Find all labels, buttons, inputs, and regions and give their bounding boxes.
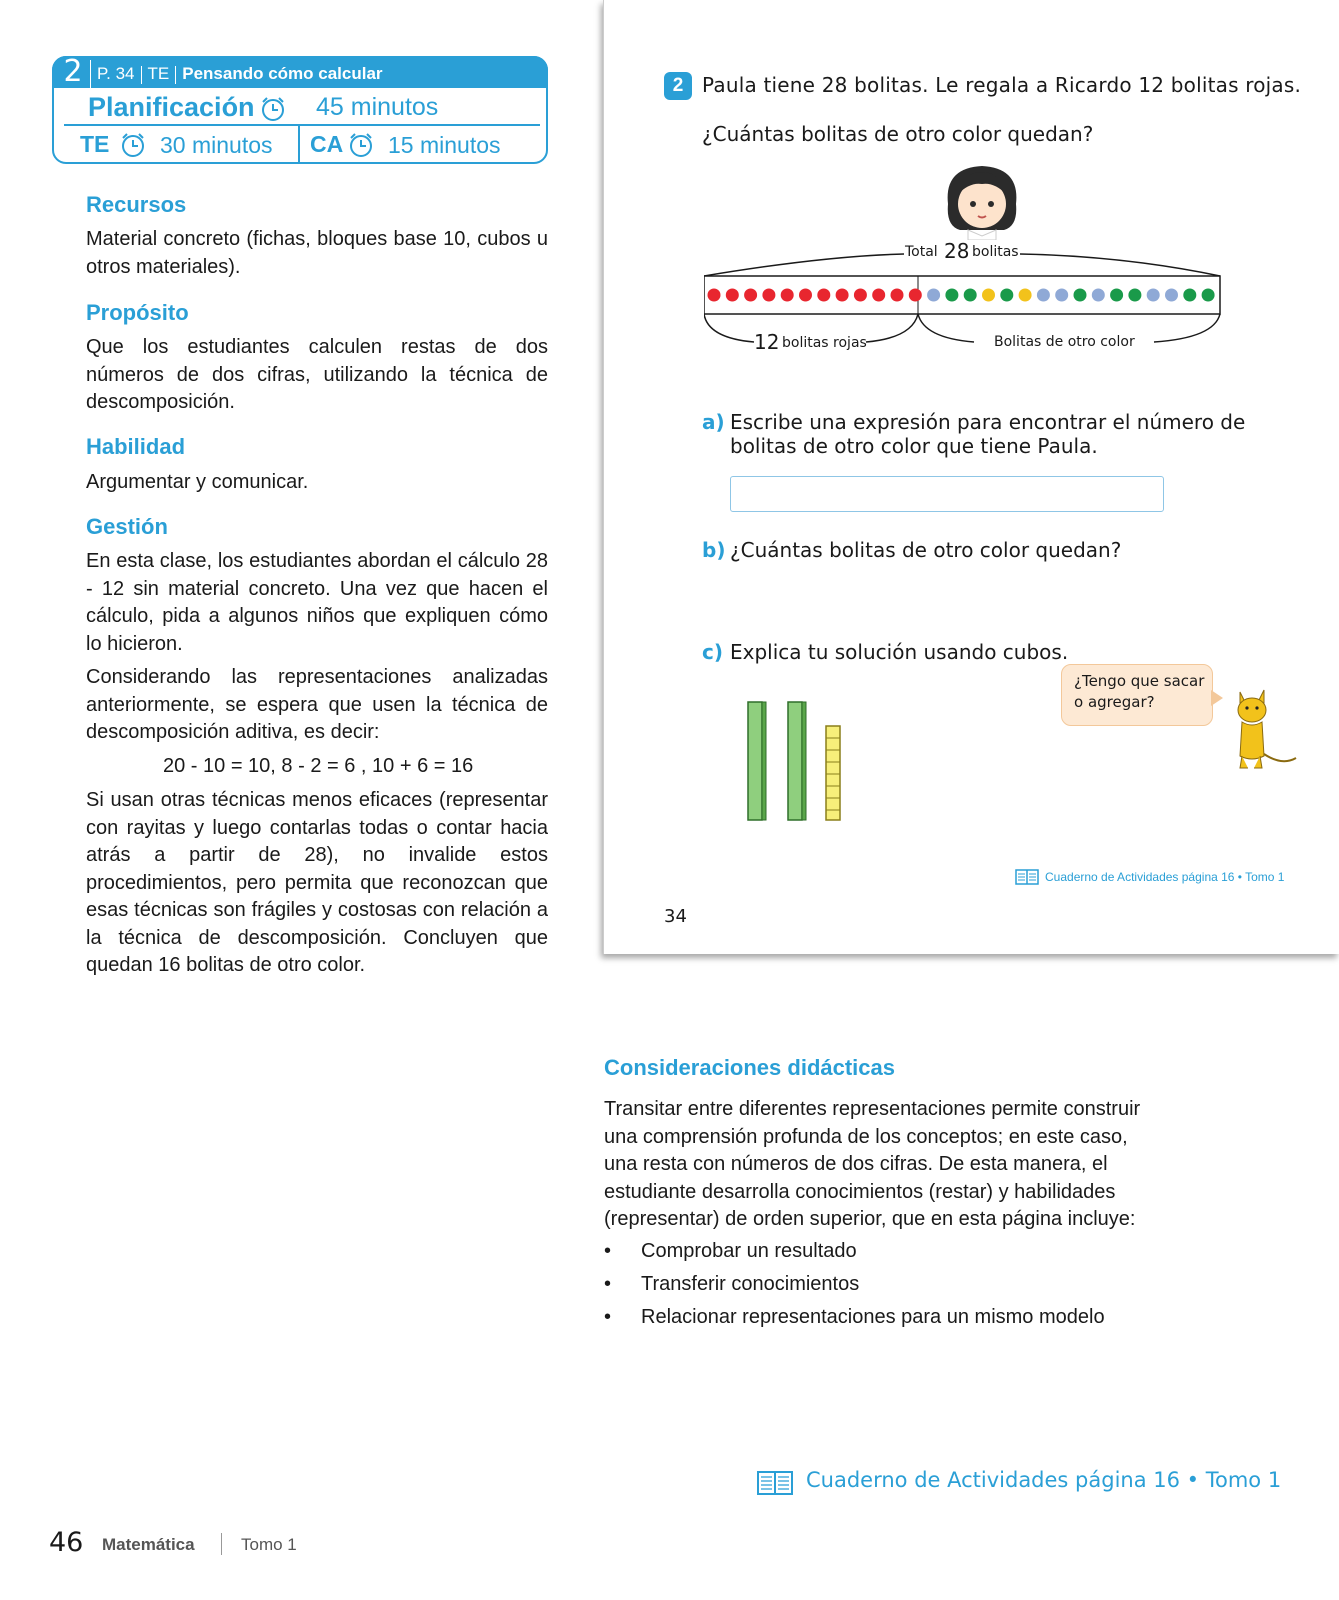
bead-red [799,289,812,302]
considerations-list [604,1240,1105,1339]
time-split-row [64,126,540,164]
speech-bubble [1061,664,1213,726]
bead-green [1110,289,1123,302]
item-a-text: Escribe una expresión para encontrar el número de bolitas de otro color que tiene Paula. [730,410,1246,458]
right-label: Bolitas de otro color [994,334,1135,350]
habilidad-heading: Habilidad [86,434,186,459]
bubble-line-1: ¿Tengo que sacar [1074,672,1205,690]
activity-book-reference: Cuaderno de Actividades página 16 • Tomo 1 [1045,870,1285,884]
question-text: Paula tiene 28 bolitas. Le regala a Ricardo 12 bolitas rojas. [702,73,1302,97]
bead-red [781,289,794,302]
bead-diagram [704,234,1224,358]
lesson-type: TE [147,64,170,83]
item-a-label: a) [702,410,725,434]
list-item: • Relacionar representaciones para un mismo modelo [604,1306,1105,1339]
gestion-paragraph-2: Considerando las representaciones analizadas anteriormente, se espera que usen la técnica de descomposición aditiva, es decir: [86,666,548,743]
bead-blue [1165,289,1178,302]
speech-bubble-tail [1211,690,1223,706]
bubble-line-2: o agregar? [1074,693,1155,711]
bead-red [817,289,830,302]
left-number: 12 [754,330,780,354]
bead-green [1128,289,1141,302]
bead-red [891,289,904,302]
bead-red [726,289,739,302]
bead-blue [1092,289,1105,302]
bead-green [964,289,977,302]
proposito-heading: Propósito [86,300,189,325]
item-c-label: c) [702,640,723,664]
book-icon [757,1471,793,1495]
student-book-page [603,0,1339,954]
proposito-text: Que los estudiantes calculen restas de dos números de dos cifras, utilizando la técnica de descomposición. [86,336,548,413]
list-item: • Transferir conocimientos [604,1273,1105,1306]
bead-green [1000,289,1013,302]
total-suffix: bolitas [972,244,1019,260]
lesson-header [52,56,548,164]
lesson-number: 2 [63,54,83,89]
considerations-heading: Consideraciones didácticas [604,1055,895,1080]
alarm-clock-icon [348,132,374,158]
divider [298,126,300,164]
planning-time: 45 minutos [316,93,439,121]
recursos-heading: Recursos [86,192,187,217]
ca-time: 15 minutos [388,132,501,158]
ca-label: CA [310,131,344,157]
te-label: TE [80,131,110,157]
planning-label: Planificación [88,92,255,122]
bead-red [762,289,775,302]
item-b-label: b) [702,538,726,562]
footer-subject: Matemática [102,1535,195,1554]
book-icon [1015,869,1039,885]
recursos-text: Material concreto (fichas, bloques base 10, cubos u otros materiales). [86,228,548,278]
total-number: 28 [944,239,970,263]
bead-blue [1147,289,1160,302]
base-ten-cubes-icon [744,698,844,824]
girl-avatar-icon [934,160,1030,240]
gestion-heading: Gestión [86,514,168,539]
book-page-number: 34 [664,906,687,927]
lesson-title: Pensando cómo calcular [182,64,383,83]
bead-red [836,289,849,302]
bead-blue [927,289,940,302]
bead-red [708,289,721,302]
bead-yellow [982,289,995,302]
left-label: bolitas rojas [782,335,867,351]
lesson-header-title-box [90,60,544,88]
activity-book-reference: Cuaderno de Actividades página 16 • Tomo 1 [806,1468,1282,1492]
question-subtext: ¿Cuántas bolitas de otro color quedan? [702,122,1094,146]
planning-row [64,90,540,126]
answer-input[interactable] [730,476,1164,512]
page-ref: P. 34 [97,64,135,83]
question-number-badge: 2 [664,72,692,100]
bead-green [945,289,958,302]
considerations-text: Transitar entre diferentes representaciones permite construir una comprensión profunda de los conceptos; en este caso, una resta con números de dos cifras. De esta manera, el estudiante desarrolla conocimientos (restar) y habilidades (representar) de orden superior, que en esta página incluye: [604,1098,1141,1230]
alarm-clock-icon [260,96,286,122]
gestion-paragraph-3: Si usan otras técnicas menos eficaces (representar con rayitas y luego contarlas todas o contar hacia atrás a partir de 28), no invalide estos procedimientos, pero permita que reconozcan que esas técnicas son frágiles y costosas con relación a la técnica de descomposición. Concluyen que quedan 16 bolitas de otro color. [86,789,548,976]
footer-volume: Tomo 1 [241,1535,297,1554]
bead-red [872,289,885,302]
bead-red [909,289,922,302]
item-c-text: Explica tu solución usando cubos. [730,640,1069,664]
cat-mascot-icon [1230,684,1298,774]
bead-blue [1037,289,1050,302]
bead-blue [1055,289,1068,302]
list-item: • Comprobar un resultado [604,1240,1105,1273]
bead-yellow [1019,289,1032,302]
bead-green [1183,289,1196,302]
footer-divider [221,1533,222,1555]
bead-green [1074,289,1087,302]
alarm-clock-icon [120,132,146,158]
item-b-text: ¿Cuántas bolitas de otro color quedan? [730,538,1122,562]
total-prefix: Total [905,244,938,260]
lesson-header-bar [52,56,548,88]
page-number: 46 [49,1527,84,1558]
bead-green [1202,289,1215,302]
decomposition-formula: 20 - 10 = 10, 8 - 2 = 6 , 10 + 6 = 16 [163,755,474,777]
te-time: 30 minutos [160,132,273,158]
bead-red [854,289,867,302]
habilidad-text: Argumentar y comunicar. [86,471,309,493]
gestion-paragraph-1: En esta clase, los estudiantes abordan el cálculo 28 - 12 sin material concreto. Una vez que hacen el cálculo, pida a algunos niños que expliquen cómo lo hicieron. [86,550,548,655]
bead-red [744,289,757,302]
